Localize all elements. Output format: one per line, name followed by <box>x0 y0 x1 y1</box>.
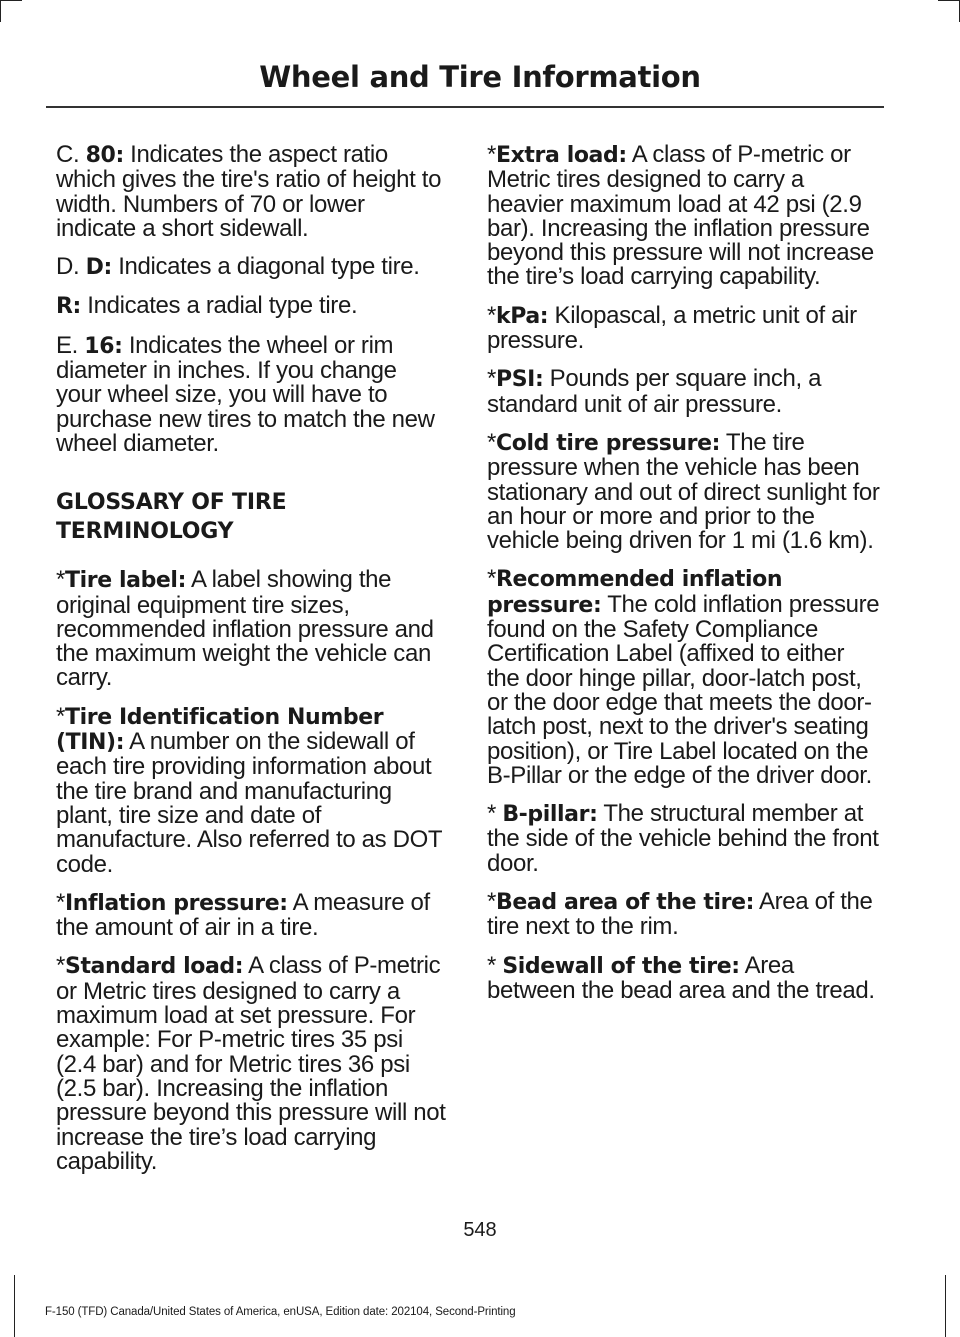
spec-item-radial: R: Indicates a radial type tire. <box>56 292 358 320</box>
crop-mark <box>938 0 960 1</box>
glossary-item-psi: *PSI: Pounds per square inch, a standard unit of air pressure. <box>487 365 822 418</box>
spec-item-diagonal: D. D: Indicates a diagonal type tire. <box>56 253 420 281</box>
page-header-title: Wheel and Tire Information <box>259 60 701 94</box>
crop-mark <box>14 1275 15 1337</box>
glossary-item-inflation-pressure: *Inflation pressure: A measure of the amount of air in a tire. <box>56 888 430 942</box>
page-number: 548 <box>463 1219 497 1241</box>
glossary-heading: GLOSSARY OF TIRE TERMINOLOGY <box>56 490 287 545</box>
glossary-item-cold-tire-pressure: *Cold tire pressure: The tire pressure when the vehicle has been stationary and out of direct sunlight for an hour or more and prior to the vehicle being driven for 1 mi (1.6 km). <box>487 428 880 555</box>
crop-mark <box>0 0 22 1</box>
glossary-item-recommended-inflation: *Recommended inflation pressure: The cold inflation pressure found on the Safety Compliance Certification Label (affixed to either the door hinge pillar, door-latch post, or the door edge that meets the door-latch post, next to the driver's seating position), or Tire Label located on the B-Pillar or the edge of the driver door. <box>487 565 880 789</box>
glossary-item-bead-area: *Bead area of the tire: Area of the tire next to the rim. <box>487 888 873 941</box>
spec-item-aspect-ratio: C. 80: Indicates the aspect ratio which gives the tire's ratio of height to width. Numbers of 70 or lower indicate a short sidewall. <box>56 141 442 242</box>
glossary-item-b-pillar: * B-pillar: The structural member at the side of the vehicle behind the front door. <box>487 800 879 877</box>
glossary-item-tire-label: *Tire label: A label showing the original equipment tire sizes, recommended inflation pressure and the maximum weight the vehicle can carry. <box>56 566 434 692</box>
left-column <box>56 143 448 1188</box>
glossary-item-standard-load: *Standard load: A class of P-metric or Metric tires designed to carry a maximum load at set pressure. For example: For P-metric tires 35 psi (2.4 bar) and for Metric tires 36 psi (2.5 bar). Increasing the inflation pressure beyond this pressure will not increase the tire’s load carrying capability. <box>56 952 446 1175</box>
crop-mark <box>945 1275 946 1337</box>
footer-edition-info: F-150 (TFD) Canada/United States of America, enUSA, Edition date: 202104, Second-Printing <box>45 1306 516 1318</box>
glossary-item-tin: *Tire Identification Number (TIN): A number on the sidewall of each tire providing information about the tire brand and manufacturing plant, tire size and date of manufacture. Also referred to as DOT code. <box>56 702 442 878</box>
glossary-item-sidewall: * Sidewall of the tire: Area between the bead area and the tread. <box>487 951 875 1004</box>
header-divider <box>46 106 884 108</box>
glossary-item-extra-load: *Extra load: A class of P-metric or Metric tires designed to carry a heavier maximum load at 42 psi (2.9 bar). Increasing the inflation pressure beyond this pressure will not increase the tire’s load carrying capability. <box>487 141 874 291</box>
right-column <box>487 143 882 1017</box>
glossary-item-kpa: *kPa: Kilopascal, a metric unit of air pressure. <box>487 301 857 355</box>
crop-mark <box>0 0 1 22</box>
spec-item-rim-diameter: E. 16: Indicates the wheel or rim diameter in inches. If you change your wheel size, you will have to purchase new tires to match the new wheel diameter. <box>56 331 435 457</box>
